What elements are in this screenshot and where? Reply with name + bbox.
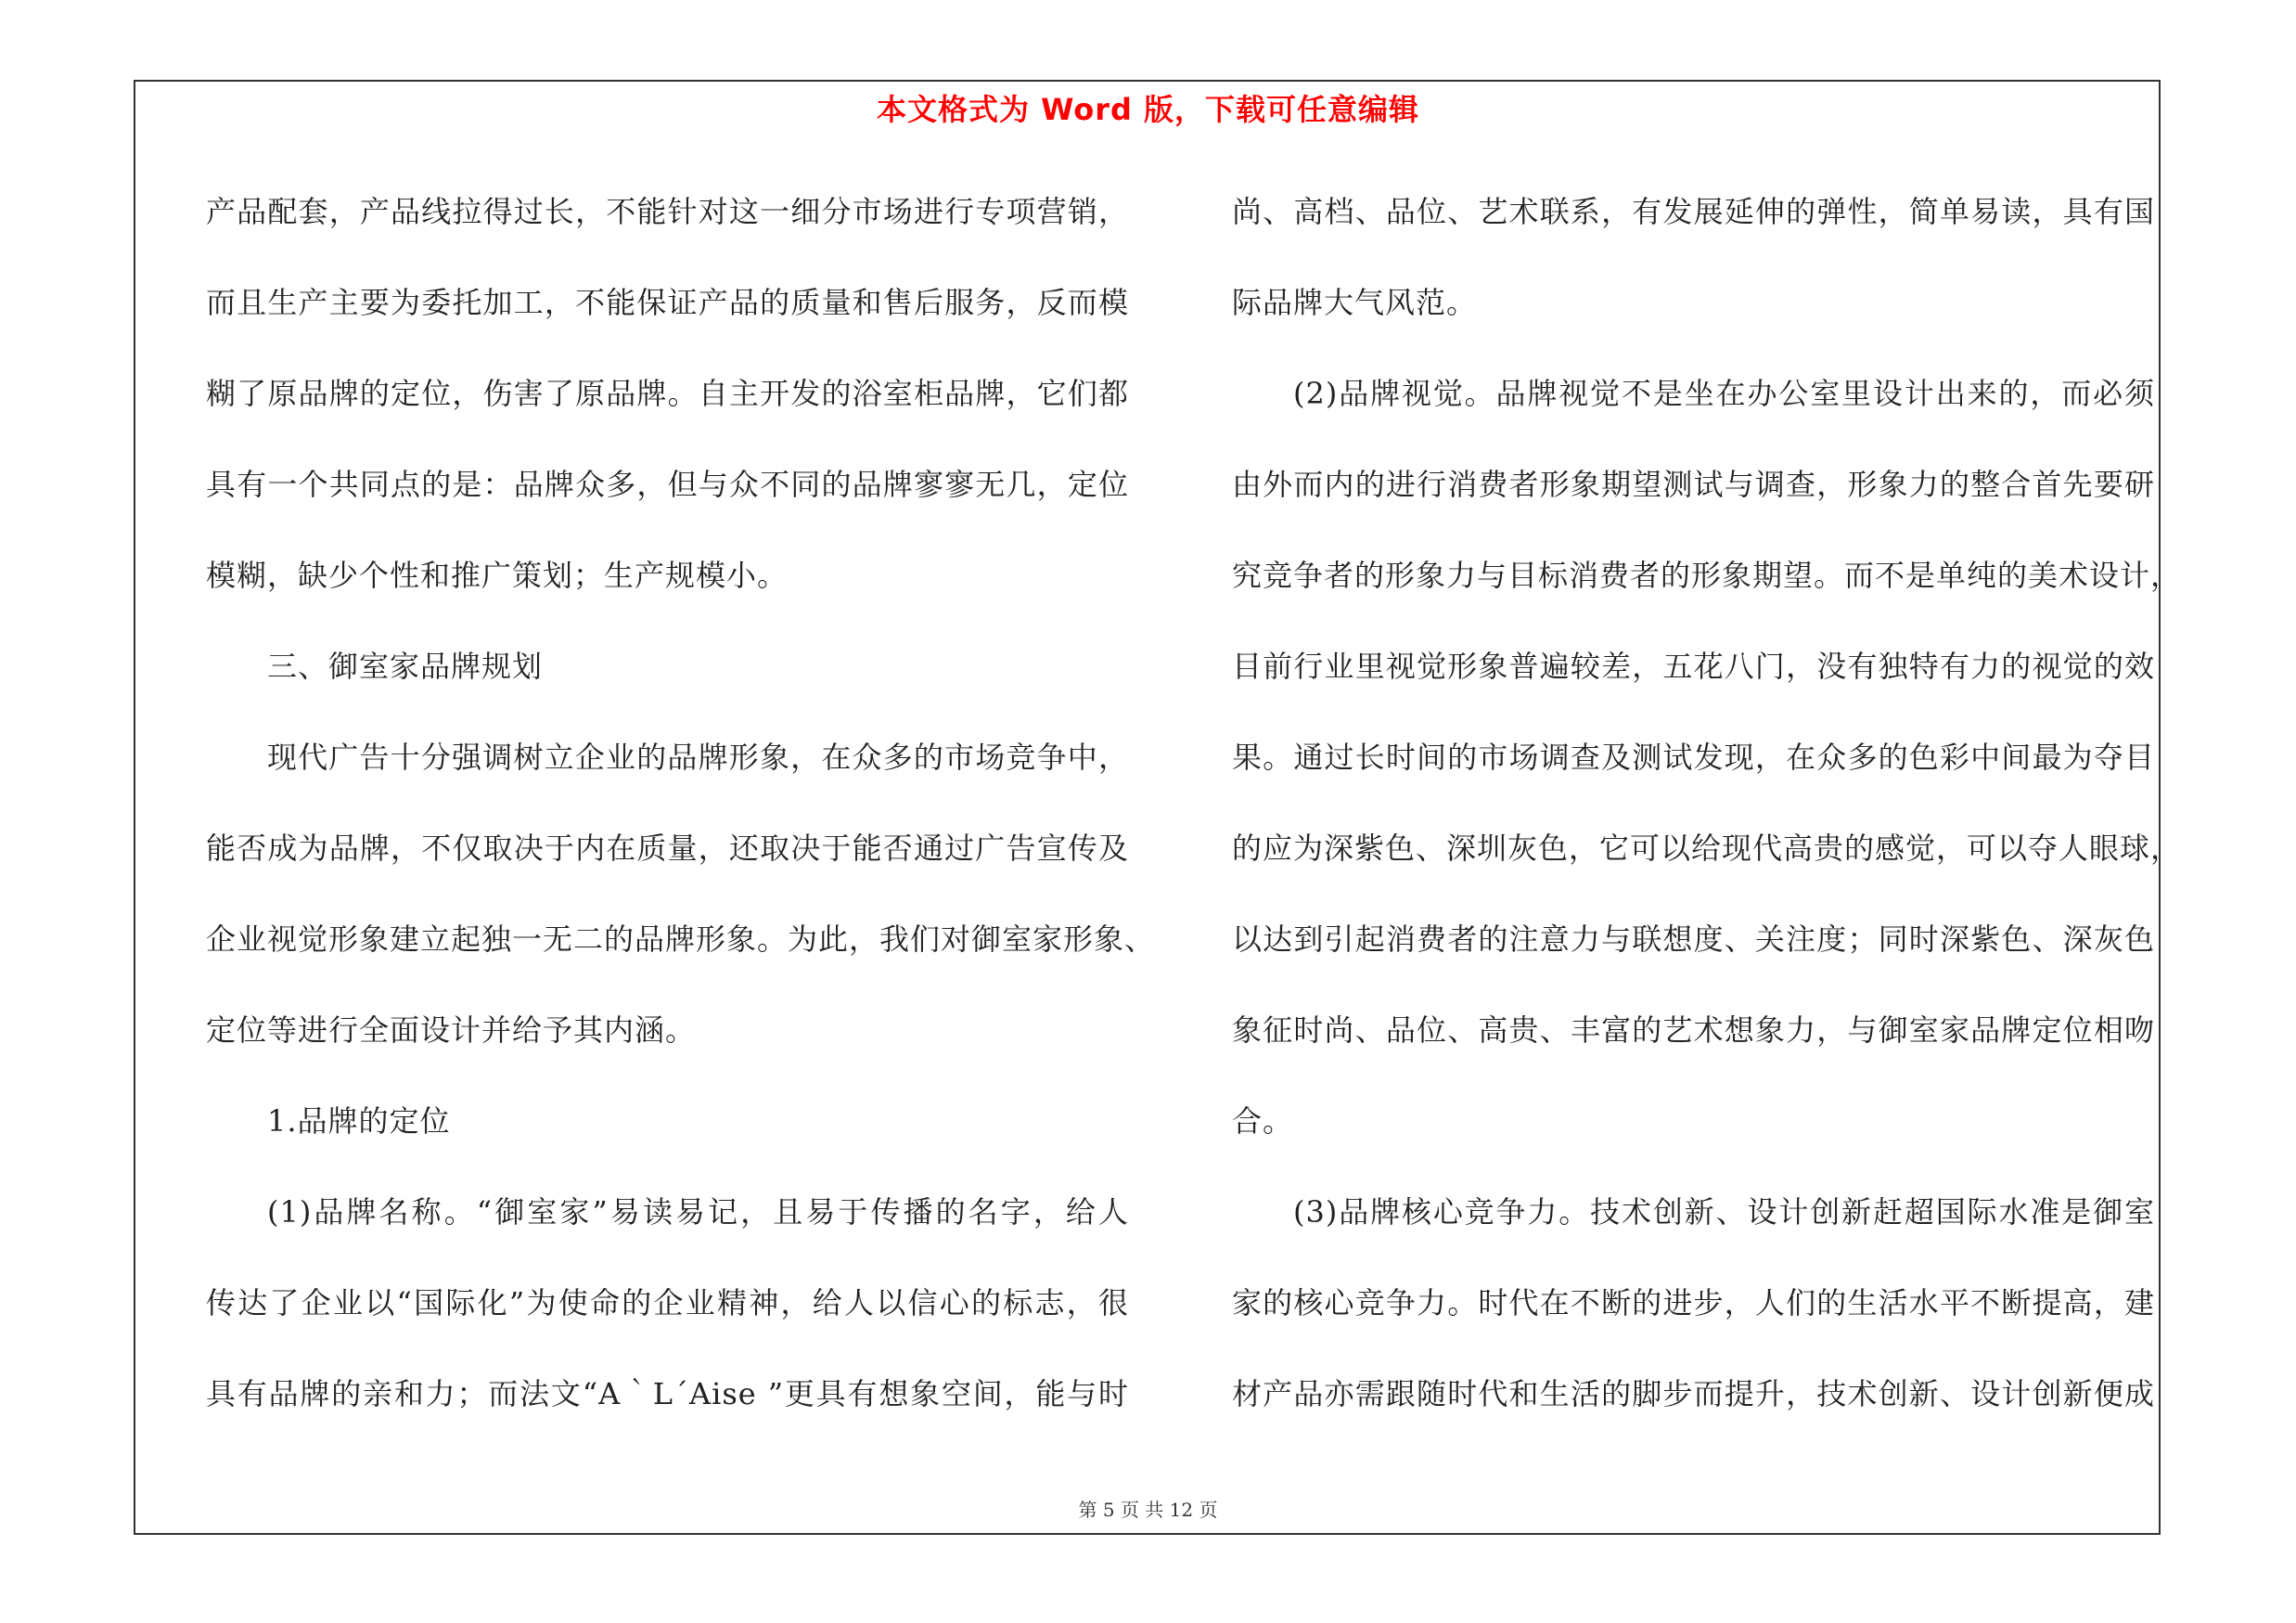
body-text-line: 家的核心竞争力。时代在不断的进步，人们的生活水平不断提高，建 xyxy=(1232,1285,2155,1320)
page-number: 第 5 页 共 12 页 xyxy=(1078,1499,1218,1521)
body-text-line: 具有品牌的亲和力；而法文“A｀L΄Aise ”更具有想象空间，能与时 xyxy=(206,1376,1129,1411)
body-text-line: 具有一个共同点的是：品牌众多，但与众不同的品牌寥寥无几，定位 xyxy=(206,467,1129,502)
body-text-line: 企业视觉形象建立起独一无二的品牌形象。为此，我们对御室家形象、 xyxy=(206,921,1156,957)
body-text-line: 以达到引起消费者的注意力与联想度、关注度；同时深紫色、深灰色 xyxy=(1232,921,2155,957)
body-text-line: 究竞争者的形象力与目标消费者的形象期望。而不是单纯的美术设计， xyxy=(1232,558,2182,593)
body-text-line: 由外而内的进行消费者形象期望测试与调查，形象力的整合首先要研 xyxy=(1232,467,2155,502)
body-text-line: 产品配套，产品线拉得过长，不能针对这一细分市场进行专项营销， xyxy=(206,194,1129,229)
body-text-line: 尚、高档、品位、艺术联系，有发展延伸的弹性，简单易读，具有国 xyxy=(1232,194,2155,229)
body-text-line: 定位等进行全面设计并给予其内涵。 xyxy=(206,1012,697,1048)
body-text-line: 果。通过长时间的市场调查及测试发现，在众多的色彩中间最为夺目 xyxy=(1232,740,2155,775)
section-heading: 三、御室家品牌规划 xyxy=(267,649,544,684)
body-text-line: 能否成为品牌，不仅取决于内在质量，还取决于能否通过广告宣传及 xyxy=(206,831,1129,866)
body-text-line: (3)品牌核心竞争力。技术创新、设计创新赶超国际水准是御室 xyxy=(1293,1194,2155,1230)
word-format-banner: 本文格式为 Word 版，下载可任意编辑 xyxy=(876,92,1420,127)
body-text-line: 的应为深紫色、深圳灰色，它可以给现代高贵的感觉，可以夺人眼球， xyxy=(1232,831,2182,866)
right-text-column xyxy=(1232,182,2182,1455)
body-text-line: (1)品牌名称。“御室家”易读易记，且易于传播的名字，给人 xyxy=(267,1194,1129,1230)
body-text-line: 目前行业里视觉形象普遍较差，五花八门，没有独特有力的视觉的效 xyxy=(1232,649,2155,684)
body-text-line: 而且生产主要为委托加工，不能保证产品的质量和售后服务，反而模 xyxy=(206,285,1129,320)
left-text-column xyxy=(206,182,1156,1455)
subsection-heading: 1.品牌的定位 xyxy=(267,1103,451,1139)
body-text-line: 传达了企业以“国际化”为使命的企业精神，给人以信心的标志，很 xyxy=(206,1285,1129,1320)
body-text-line: 合。 xyxy=(1232,1103,1294,1139)
body-text-line: 模糊，缺少个性和推广策划；生产规模小。 xyxy=(206,558,789,593)
body-text-line: (2)品牌视觉。品牌视觉不是坐在办公室里设计出来的，而必须 xyxy=(1293,376,2155,411)
body-text-line: 糊了原品牌的定位，伤害了原品牌。自主开发的浴室柜品牌，它们都 xyxy=(206,376,1129,411)
body-text-line: 现代广告十分强调树立企业的品牌形象，在众多的市场竞争中， xyxy=(267,740,1129,775)
body-text-line: 际品牌大气风范。 xyxy=(1232,285,1478,320)
body-text-line: 象征时尚、品位、高贵、丰富的艺术想象力，与御室家品牌定位相吻 xyxy=(1232,1012,2155,1048)
body-text-line: 材产品亦需跟随时代和生活的脚步而提升，技术创新、设计创新便成 xyxy=(1232,1376,2155,1411)
